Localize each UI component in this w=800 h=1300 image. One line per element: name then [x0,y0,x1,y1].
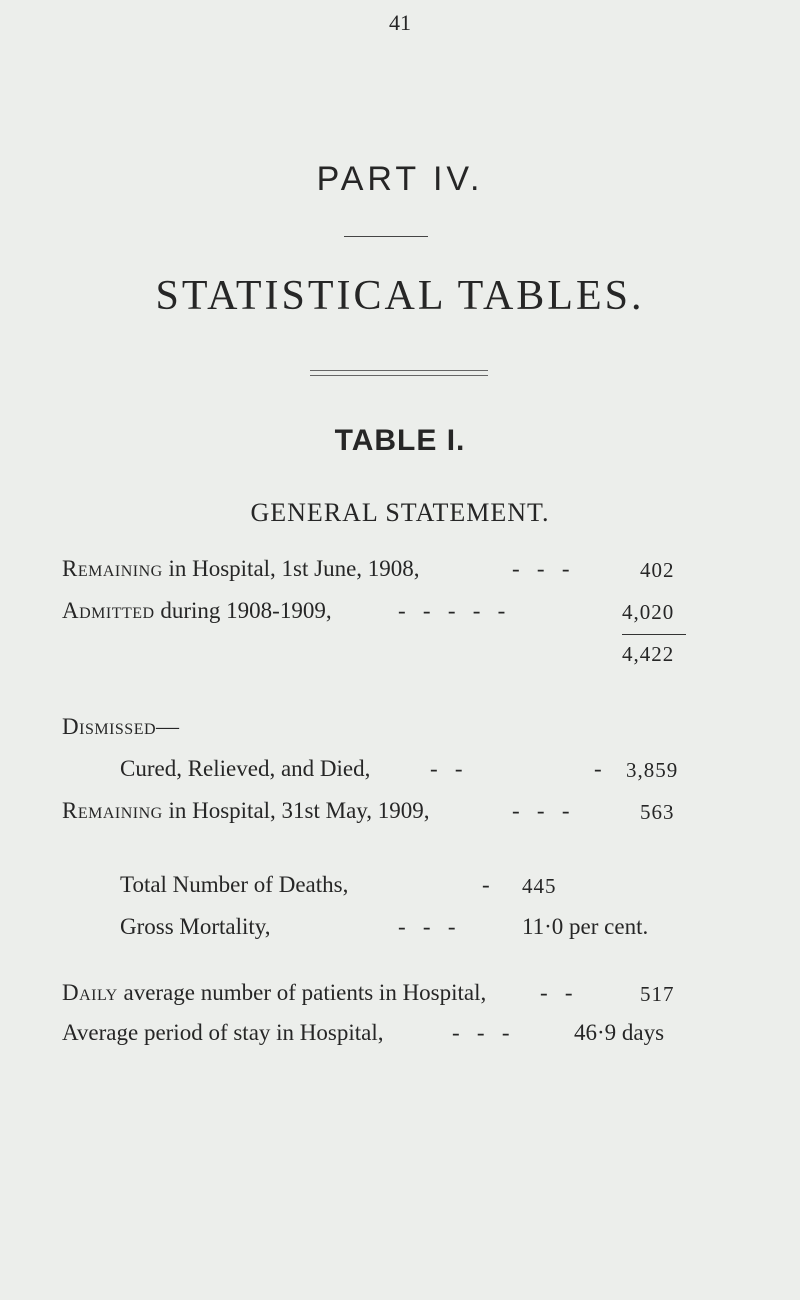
daily-average-row [62,980,486,1006]
daily-average-dashes: - - [540,980,573,1005]
remaining-1909-label-caps: Remaining [62,798,163,823]
part-heading: PART IV. [316,160,484,198]
average-stay-value: 46·9 days [574,1020,665,1045]
sum-rule [622,634,686,635]
main-title: STATISTICAL TABLES. [155,273,645,319]
admitted-label-caps: Admitted [62,598,155,623]
average-stay-dashes: - - - [452,1020,510,1045]
table-subtitle: GENERAL STATEMENT. [250,498,550,527]
mortality-label: Gross Mortality, [120,914,271,939]
cured-dashes: - - [430,756,463,781]
deaths-label: Total Number of Deaths, [120,872,349,897]
remaining-1909-row [62,798,430,824]
deaths-value: 445 [522,874,557,898]
page-number: 41 [389,10,411,35]
remaining-1909-value: 563 [640,800,675,824]
admitted-value: 4,020 [622,600,675,624]
cured-label: Cured, Relieved, and Died, [120,756,371,781]
subtotal-value: 4,422 [622,642,675,666]
remaining-1908-label: in Hospital, 1st June, 1908, [162,556,420,581]
admitted-row [62,598,332,624]
admitted-label: during 1908-1909, [154,598,332,623]
remaining-1908-label-caps: Remaining [62,556,163,581]
daily-average-value: 517 [640,982,675,1006]
double-rule [310,370,488,376]
daily-average-label: average number of patients in Hospital, [117,980,487,1005]
admitted-dashes: - - - - - [398,598,506,623]
remaining-1908-dashes: - - - [512,556,570,581]
table-title: TABLE I. [334,424,466,457]
daily-average-label-caps: Daily [62,980,118,1005]
remaining-1908-row [62,556,420,582]
average-stay-label: Average period of stay in Hospital, [62,1020,384,1045]
cured-value: 3,859 [626,758,679,782]
remaining-1908-value: 402 [640,558,675,582]
deaths-dash: - [482,872,490,897]
cured-dash-end: - [594,756,602,781]
dismissed-heading: Dismissed— [62,714,180,739]
mortality-dashes: - - - [398,914,456,939]
mortality-value: 11·0 per cent. [522,914,649,939]
remaining-1909-label: in Hospital, 31st May, 1909, [162,798,430,823]
remaining-1909-dashes: - - - [512,798,570,823]
short-rule [344,236,428,237]
